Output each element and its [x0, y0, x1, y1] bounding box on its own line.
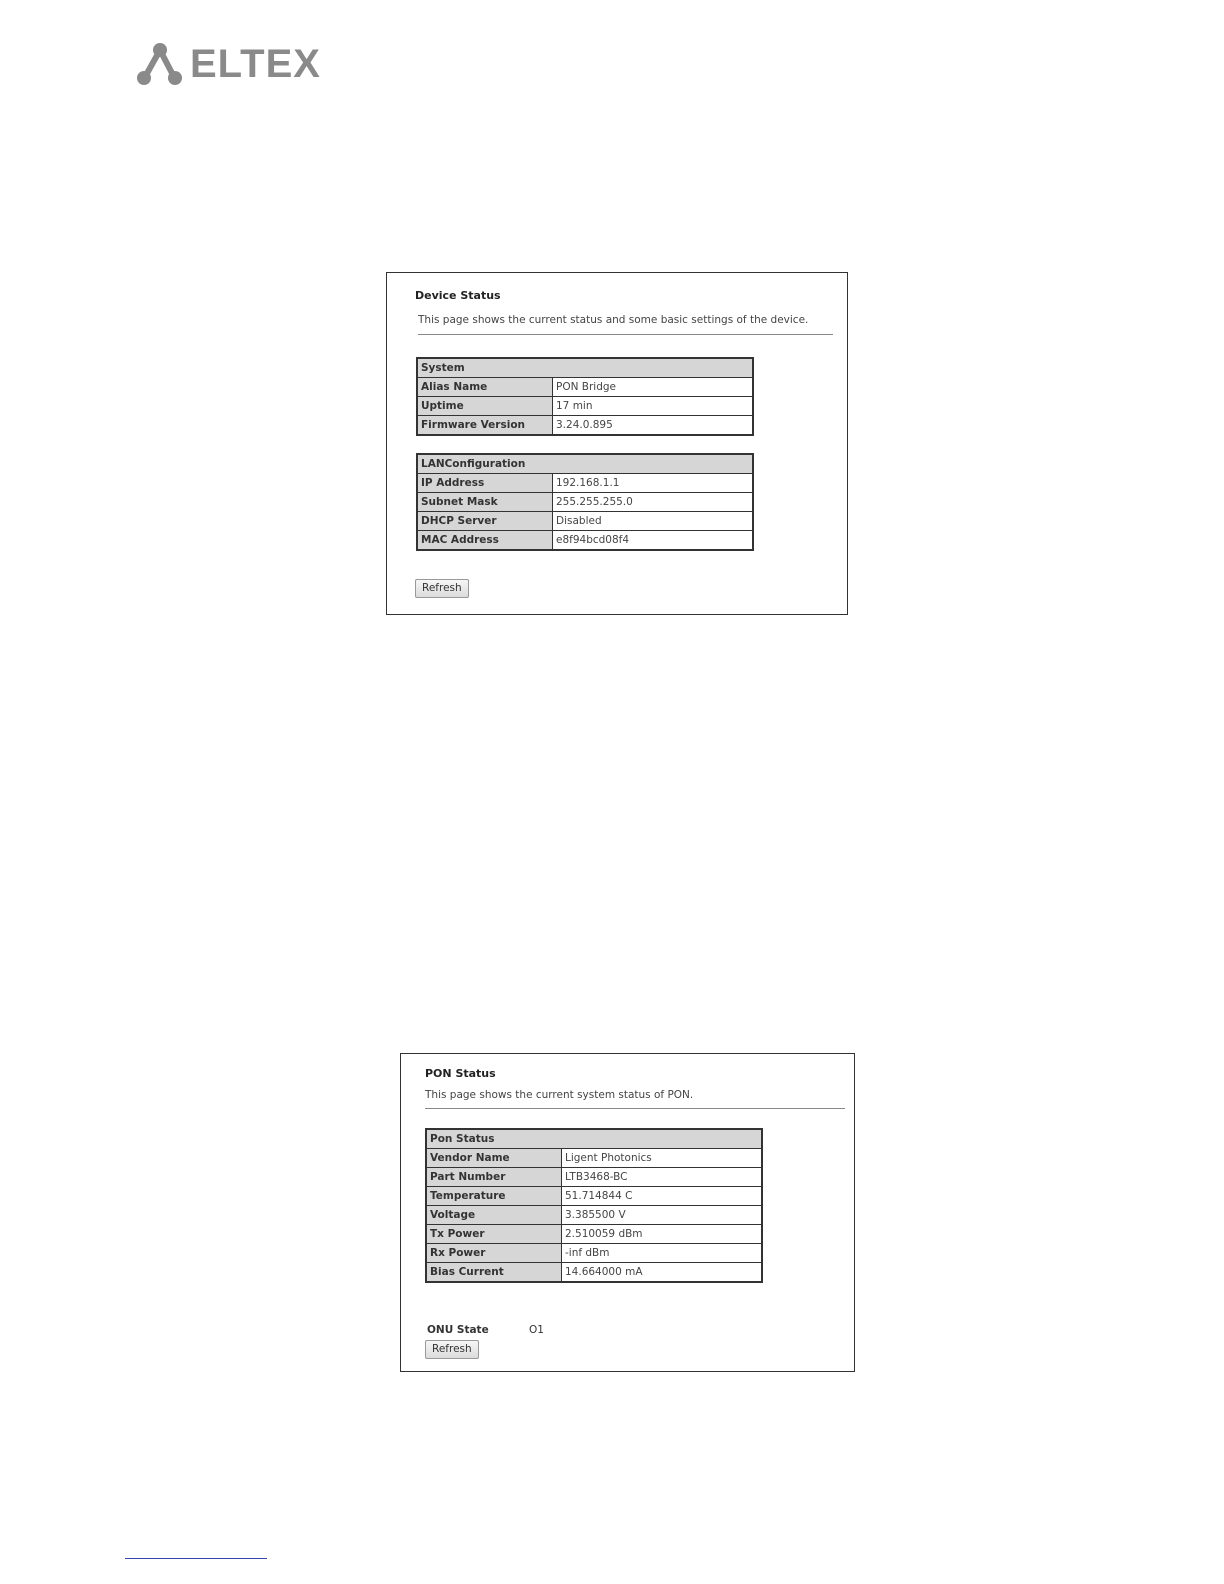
row-value: 2.510059 dBm	[562, 1225, 763, 1244]
table-header: System	[417, 358, 753, 378]
eltex-logo	[136, 42, 321, 86]
table-row	[417, 397, 753, 416]
row-label: Bias Current	[426, 1263, 562, 1283]
onu-state-label: ONU State	[427, 1324, 489, 1336]
refresh-button[interactable]: Refresh	[425, 1340, 479, 1359]
footer-link-underline	[125, 1558, 267, 1559]
row-label: Firmware Version	[417, 416, 553, 436]
logo-text: ELTEX	[190, 42, 321, 86]
table-row	[426, 1244, 762, 1263]
page-title: Device Status	[415, 289, 501, 302]
row-label: Vendor Name	[426, 1149, 562, 1168]
table-row	[426, 1168, 762, 1187]
row-value: Ligent Photonics	[562, 1149, 763, 1168]
table-row	[426, 1206, 762, 1225]
row-value: 192.168.1.1	[553, 474, 754, 493]
row-label: DHCP Server	[417, 512, 553, 531]
row-label: Rx Power	[426, 1244, 562, 1263]
row-label: IP Address	[417, 474, 553, 493]
divider	[425, 1108, 845, 1109]
row-value: Disabled	[553, 512, 754, 531]
divider	[418, 334, 833, 335]
row-value: -inf dBm	[562, 1244, 763, 1263]
pon-status-table	[425, 1128, 763, 1283]
row-value: 3.24.0.895	[553, 416, 754, 436]
table-row	[426, 1263, 762, 1283]
table-header: LANConfiguration	[417, 454, 753, 474]
table-row	[417, 378, 753, 397]
table-header: Pon Status	[426, 1129, 762, 1149]
table-row	[417, 531, 753, 551]
row-label: Tx Power	[426, 1225, 562, 1244]
row-value: e8f94bcd08f4	[553, 531, 754, 551]
table-row	[417, 493, 753, 512]
table-row	[426, 1225, 762, 1244]
row-label: Voltage	[426, 1206, 562, 1225]
row-label: MAC Address	[417, 531, 553, 551]
row-value: 51.714844 C	[562, 1187, 763, 1206]
table-row	[417, 474, 753, 493]
table-row	[426, 1187, 762, 1206]
row-value: 255.255.255.0	[553, 493, 754, 512]
table-row	[426, 1149, 762, 1168]
row-label: Subnet Mask	[417, 493, 553, 512]
row-value: LTB3468-BC	[562, 1168, 763, 1187]
page-description: This page shows the current system status of PON.	[425, 1089, 694, 1101]
table-row	[417, 416, 753, 436]
row-value: PON Bridge	[553, 378, 754, 397]
row-label: Alias Name	[417, 378, 553, 397]
device-status-panel	[386, 272, 848, 615]
page-title: PON Status	[425, 1067, 496, 1080]
onu-state-value: O1	[529, 1324, 544, 1336]
pon-status-panel	[400, 1053, 855, 1372]
system-table	[416, 357, 754, 436]
row-value: 17 min	[553, 397, 754, 416]
row-value: 14.664000 mA	[562, 1263, 763, 1283]
row-value: 3.385500 V	[562, 1206, 763, 1225]
eltex-triangle-dots-icon	[136, 42, 184, 86]
lan-configuration-table	[416, 453, 754, 551]
page-description: This page shows the current status and some basic settings of the device.	[418, 314, 809, 326]
refresh-button[interactable]: Refresh	[415, 579, 469, 598]
table-row	[417, 512, 753, 531]
row-label: Part Number	[426, 1168, 562, 1187]
row-label: Uptime	[417, 397, 553, 416]
row-label: Temperature	[426, 1187, 562, 1206]
